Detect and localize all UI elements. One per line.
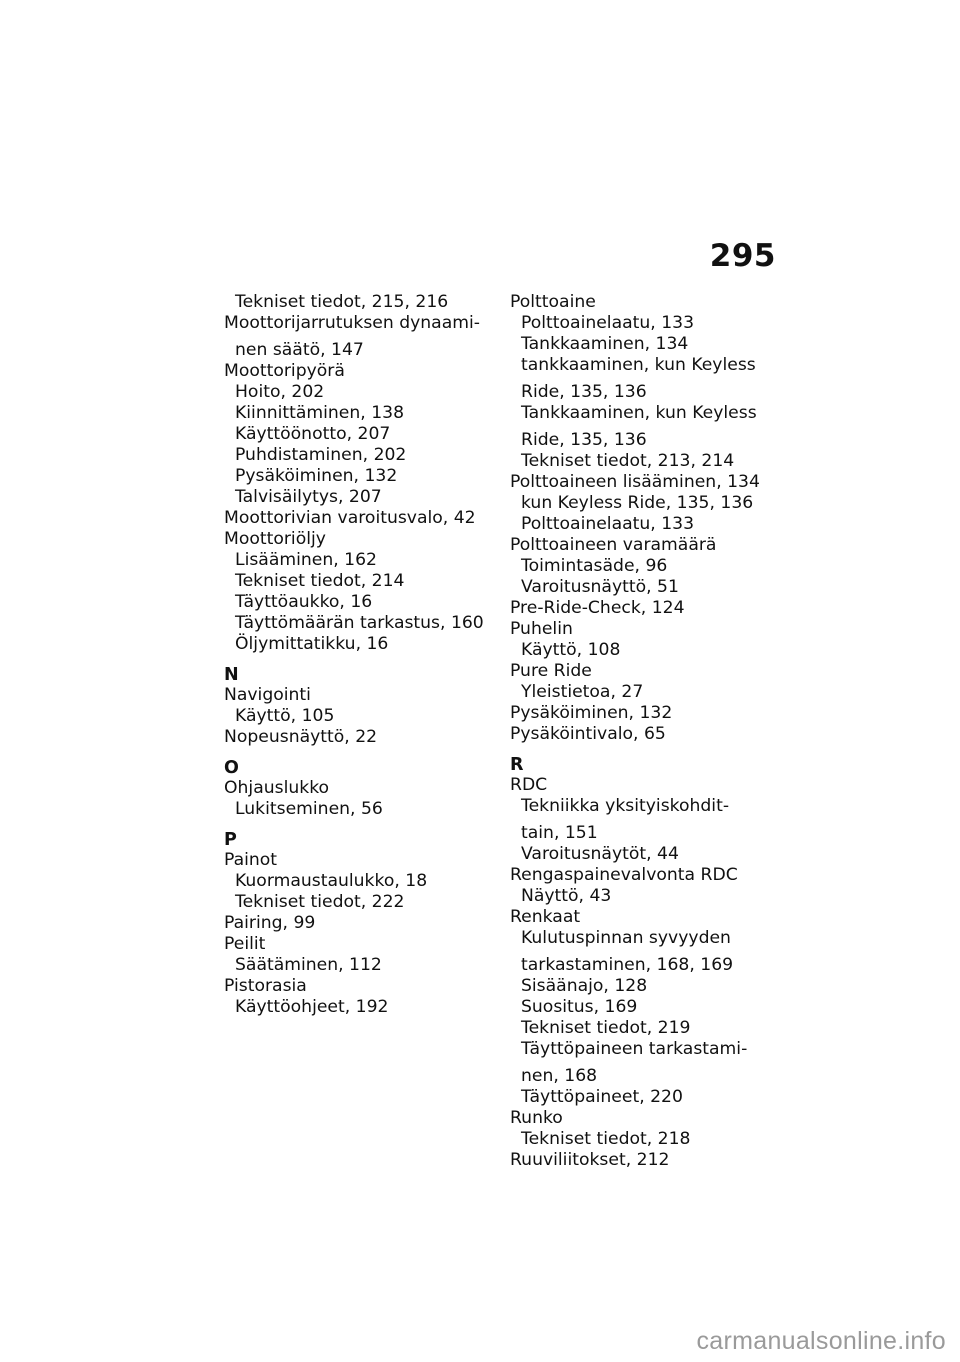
index-subentry: Polttoainelaatu, 133 — [521, 313, 695, 333]
index-entry: Pysäköiminen, 132 — [510, 703, 673, 723]
index-subentry: Suositus, 169 — [521, 997, 638, 1017]
index-section-letter: O — [224, 758, 239, 778]
index-subentry: Käyttö, 105 — [235, 706, 335, 726]
index-entry: Painot — [224, 850, 278, 870]
index-entry: Pysäköintivalo, 65 — [510, 724, 666, 744]
index-subentry: Tankkaaminen, 134 — [521, 334, 689, 354]
index-subentry: Kuormaustaulukko, 18 — [235, 871, 428, 891]
index-subentry: Käyttöönotto, 207 — [235, 424, 391, 444]
index-entry: Renkaat — [510, 907, 581, 927]
index-entry: Navigointi — [224, 685, 311, 705]
index-subentry: Puhdistaminen, 202 — [235, 445, 407, 465]
index-entry: Ruuviliitokset, 212 — [510, 1150, 670, 1170]
page-number: 295 — [709, 238, 776, 274]
index-subentry: Tekniset tiedot, 215, 216 — [235, 292, 449, 312]
index-entry: Nopeusnäyttö, 22 — [224, 727, 378, 747]
index-entry: Pure Ride — [510, 661, 592, 681]
index-subentry: tankkaaminen, kun Keyless — [521, 355, 756, 375]
index-subentry: Sisäänajo, 128 — [521, 976, 648, 996]
index-subentry: Hoito, 202 — [235, 382, 325, 402]
index-entry: Peilit — [224, 934, 266, 954]
index-column-right — [510, 292, 772, 1171]
index-subentry: Tekniset tiedot, 218 — [521, 1129, 691, 1149]
index-subentry: Öljymittatikku, 16 — [235, 634, 389, 654]
index-subentry: Käyttö, 108 — [521, 640, 621, 660]
index-entry: RDC — [510, 775, 548, 795]
index-subentry: kun Keyless Ride, 135, 136 — [521, 493, 754, 513]
index-section-letter: P — [224, 830, 237, 850]
index-entry-continuation: Ride, 135, 136 — [521, 382, 647, 402]
index-entry: Polttoaineen lisääminen, 134 — [510, 472, 760, 492]
index-subentry: Täyttöaukko, 16 — [235, 592, 373, 612]
index-subentry: Lukitseminen, 56 — [235, 799, 383, 819]
index-subentry: Säätäminen, 112 — [235, 955, 382, 975]
index-section-letter: R — [510, 755, 524, 775]
index-subentry: Kulutuspinnan syvyyden — [521, 928, 731, 948]
index-subentry: Täyttömäärän tarkastus, 160 — [235, 613, 484, 633]
index-subentry: Tekniikka yksityiskohdit- — [521, 796, 730, 816]
index-subentry: Käyttöohjeet, 192 — [235, 997, 389, 1017]
index-subentry: Tekniset tiedot, 222 — [235, 892, 405, 912]
index-entry: Pre-Ride-Check, 124 — [510, 598, 685, 618]
index-entry: Moottorivian varoitusvalo, 42 — [224, 508, 476, 528]
index-entry: Pairing, 99 — [224, 913, 316, 933]
index-entry: Ohjauslukko — [224, 778, 330, 798]
index-subentry: Lisääminen, 162 — [235, 550, 377, 570]
index-subentry: Tekniset tiedot, 214 — [235, 571, 405, 591]
index-subentry: Yleistietoa, 27 — [521, 682, 644, 702]
index-column-left — [224, 292, 486, 1018]
index-entry: Rengaspainevalvonta RDC — [510, 865, 738, 885]
index-entry: Pistorasia — [224, 976, 307, 996]
index-entry: Moottorijarrutuksen dynaami- — [224, 313, 480, 333]
index-subentry: Polttoainelaatu, 133 — [521, 514, 695, 534]
index-subentry: Varoitusnäytöt, 44 — [521, 844, 679, 864]
index-entry: Polttoaine — [510, 292, 596, 312]
watermark: carmanualsonline.info — [696, 1327, 946, 1355]
index-subentry: Varoitusnäyttö, 51 — [521, 577, 679, 597]
index-entry-continuation: tarkastaminen, 168, 169 — [521, 955, 734, 975]
index-subentry: Täyttöpaineen tarkastami- — [521, 1039, 748, 1059]
index-entry: Moottoriöljy — [224, 529, 326, 549]
index-subentry: Pysäköiminen, 132 — [235, 466, 398, 486]
index-subentry: Näyttö, 43 — [521, 886, 612, 906]
index-subentry: Täyttöpaineet, 220 — [521, 1087, 683, 1107]
index-entry-continuation: tain, 151 — [521, 823, 598, 843]
index-entry: Polttoaineen varamäärä — [510, 535, 717, 555]
index-subentry: Toimintasäde, 96 — [521, 556, 668, 576]
index-entry: Runko — [510, 1108, 563, 1128]
index-entry-continuation: Ride, 135, 136 — [521, 430, 647, 450]
index-entry: Moottoripyörä — [224, 361, 345, 381]
index-entry: Puhelin — [510, 619, 573, 639]
index-entry-continuation: nen, 168 — [521, 1066, 598, 1086]
index-subentry: Tekniset tiedot, 219 — [521, 1018, 691, 1038]
index-section-letter: N — [224, 665, 239, 685]
index-subentry: Kiinnittäminen, 138 — [235, 403, 405, 423]
index-subentry: Talvisäilytys, 207 — [235, 487, 382, 507]
index-subentry: Tekniset tiedot, 213, 214 — [521, 451, 735, 471]
index-subentry: Tankkaaminen, kun Keyless — [521, 403, 757, 423]
index-entry-continuation: nen säätö, 147 — [235, 340, 364, 360]
